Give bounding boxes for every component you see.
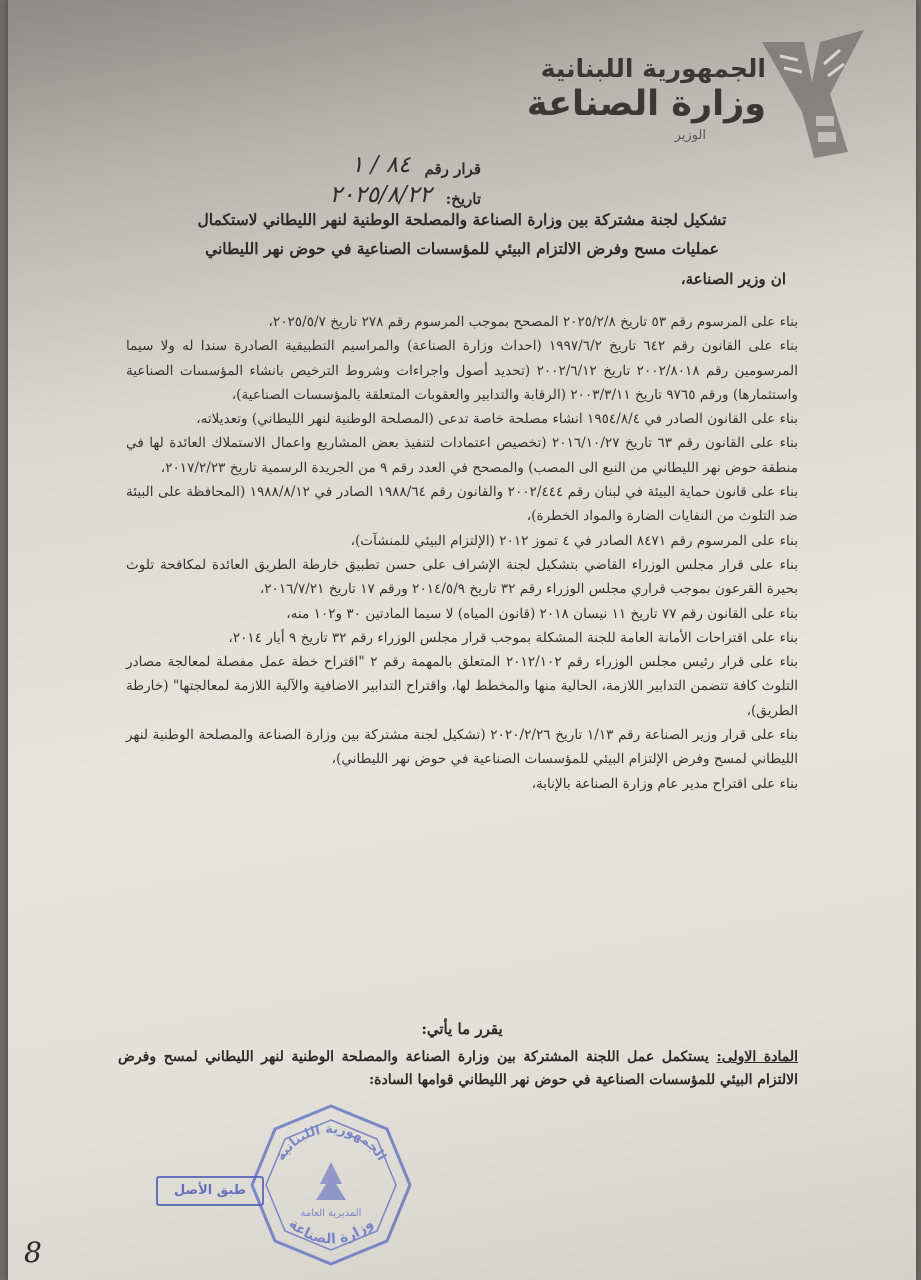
clause: بناء على قرار وزير الصناعة رقم ١/١٣ تاريخ ٢٠٢٠/٢/٢٦ (تشكيل لجنة مشتركة بين وزارة الصناعة والمصلحة الوطنية لنهر الليطاني لمسح وفرض الإلتزام البيئي للمؤسسات الصناعية في حوض نهر الليطاني)،: [126, 727, 798, 768]
document-page: [8, 0, 916, 1280]
cedar-icon: [316, 1162, 346, 1200]
page-mark: 8: [24, 1236, 42, 1269]
title-line: تشكيل لجنة مشتركة بين وزارة الصناعة والمصلحة الوطنية لنهر الليطاني لاستكمال: [197, 210, 727, 229]
clause: بناء على قرار مجلس الوزراء القاضي بتشكيل لجنة الإشراف على حسن تطبيق خارطة الطريق العائدة لمكافحة تلوث بحيرة القرعون بموجب قراري مجلس الوزراء رقم ٣٢ تاريخ ٢٠١٤/٥/٩ ورقم ١٧ تاريخ ٢٠١٦/٧/٢١،: [126, 556, 798, 598]
clause: بناء على المرسوم رقم ٥٣ تاريخ ٢٠٢٥/٢/٨ المصحح بموجب المرسوم رقم ٢٧٨ تاريخ ٢٠٢٥/٥/٧،: [268, 314, 798, 330]
article-one-label: المادة الاولى:: [716, 1049, 798, 1065]
decision-number-label: قرار رقم: [424, 160, 481, 178]
clause: بناء على القانون رقم ٦٤٢ تاريخ ١٩٩٧/٦/٢ (احداث وزارة الصناعة) والمراسيم التطبيقية الصادرة سندا له ولا سيما المرسومين رقم ٢٠٠٢/٨٠١٨ تاريخ ٢٠٠٢/٦/١٢ (تحديد أصول واجراءات وشروط الترخيص بانشاء المؤسسات الصناعية واستثمارها) ورقم ٩٧٦٥ تاريخ ٢٠٠٣/٣/١١ (الرقابة والتدابير والعقوبات المتعلقة بالمؤسسات الصناعية)،: [126, 338, 798, 403]
clause: بناء على المرسوم رقم ٨٤٧١ الصادر في ٤ تموز ٢٠١٢ (الإلتزام البيئي للمنشآت)،: [350, 532, 798, 549]
seal-bottom-text: وزارة الصناعة: [285, 1215, 377, 1248]
minister-intro: ان وزير الصناعة،: [680, 270, 786, 288]
ministry-emblem-icon: [752, 20, 872, 160]
seal-middle-text: المديرية العامة: [300, 1208, 362, 1219]
republic-name: الجمهورية اللبنانية: [540, 54, 766, 83]
decision-number: ٨٤ / ١: [351, 152, 411, 178]
decision-title: [68, 205, 856, 263]
svg-text:الجمهورية اللبنانية: [273, 1122, 388, 1164]
clause: بناء على قرار رئيس مجلس الوزراء رقم ٢٠١٢/١٠٢ المتعلق بالمهمة رقم ٢ "اقتراح خطة عمل مفصلة لمعالجة مصادر التلوث كافة تتضمن التدابير اللازمة، الحالية منها والمخطط لها، واقتراح التدابير الاضافية والآلية اللازمة لمعالجتها" (خارطة الطريق)،: [126, 654, 799, 719]
clause: بناء على قانون حماية البيئة في لبنان رقم ٢٠٠٢/٤٤٤ والقانون رقم ١٩٨٨/٦٤ الصادر في ١٩٨٨/٨/١٢ (المحافظة على البيئة ضد التلوث من النفايات الضارة والمواد الخطرة)،: [126, 484, 798, 525]
decision-reference: [330, 148, 481, 208]
decision-date-row: [330, 178, 481, 208]
ministry-letterhead: [527, 54, 766, 143]
clause: بناء على اقتراح مدير عام وزارة الصناعة بالإنابة،: [531, 775, 798, 792]
clause: بناء على اقتراحات الأمانة العامة للجنة المشكلة بموجب قرار مجلس الوزراء رقم ٣٢ تاريخ ٩ أيار ٢٠١٤،: [228, 629, 798, 646]
minister-label: الوزير: [674, 128, 706, 143]
article-one: [118, 1046, 798, 1092]
decides-heading: يقرر ما يأتي:: [421, 1020, 503, 1038]
preamble-clauses: [126, 310, 798, 796]
official-seal-icon: [246, 1100, 416, 1270]
seal-top-text: الجمهورية اللبنانية: [273, 1121, 389, 1164]
clause: بناء على القانون الصادر في ١٩٥٤/٨/٤ انشاء مصلحة خاصة تدعى (المصلحة الوطنية لنهر الليطاني) وتعديلاته،: [196, 411, 798, 428]
clause: بناء على القانون رقم ٧٧ تاريخ ١١ نيسان ٢٠١٨ (قانون المياه) لا سيما المادتين ٣٠ و١٠٢ منه،: [286, 605, 798, 622]
decision-date: ٢٠٢٥/٨/٢٢: [329, 182, 432, 208]
decision-number-row: [330, 148, 481, 178]
ministry-name: وزارة الصناعة: [526, 84, 766, 124]
true-copy-stamp: طبق الأصل: [156, 1176, 264, 1206]
title-line: عمليات مسح وفرض الالتزام البيئي للمؤسسات الصناعية في حوض نهر الليطاني: [205, 239, 719, 258]
article-one-text: يستكمل عمل اللجنة المشتركة بين وزارة الصناعة والمصلحة الوطنية لنهر الليطاني لمسح وفرض الالتزام البيئي للمؤسسات الصناعية في حوض نهر الليطاني قوامها السادة:: [118, 1049, 798, 1088]
clause: بناء على القانون رقم ٦٣ تاريخ ٢٠١٦/١٠/٢٧ (تخصيص اعتمادات لتنفيذ بعض المشاريع واعمال الاستملاك العائدة لها في منطقة حوض نهر الليطاني من النبع الى المصب) والمصحح في العدد رقم ٩ من الجريدة الرسمية تاريخ ٢٠١٧/٢/٢٣،: [126, 435, 798, 476]
decision-date-label: تاريخ:: [445, 190, 481, 208]
svg-text:وزارة الصناعة: [286, 1216, 377, 1247]
